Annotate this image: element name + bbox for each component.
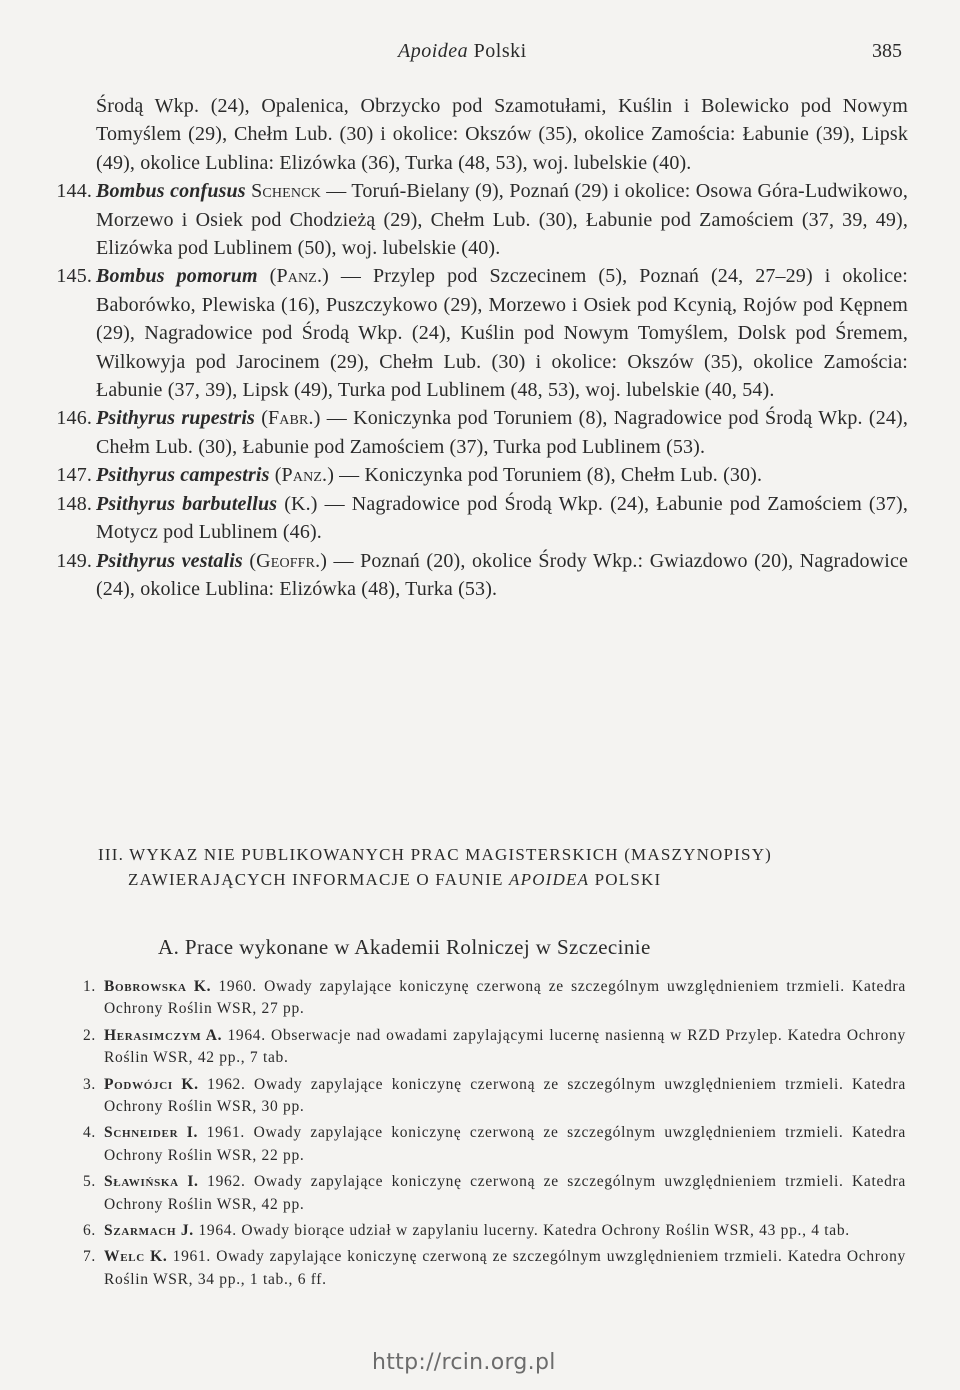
reference-number: 4. [82, 1124, 96, 1142]
reference-text: 1961. Owady zapylające koniczynę czerwoną ze szczególnym uwzględnieniem trzmieli. Katedra Ochrony Roślin WSR, 22 pp. [104, 1124, 906, 1164]
species-author: (Geoffr.) [249, 549, 328, 572]
species-entry [56, 262, 908, 404]
reference-text: 1960. Owady zapylające koniczynę czerwoną ze szczególnym uwzględnieniem trzmieli. Katedra Ochrony Roślin WSR, 27 pp. [104, 978, 907, 1018]
species-entry [56, 490, 908, 547]
reference-text: 1964. Owady biorące udział w zapylaniu lucerny. Katedra Ochrony Roślin WSR, 43 pp., 4 tab. [193, 1222, 850, 1240]
section-heading-line1: III. WYKAZ NIE PUBLIKOWANYCH PRAC MAGISTERSKICH (MASZYNOPISY) [98, 845, 773, 864]
reference-author: Sławińska I. [104, 1173, 199, 1191]
reference-author: Podwójci K. [104, 1075, 199, 1093]
section-heading-prefix: ZAWIERAJĄCYCH INFORMACJE O FAUNIE [128, 870, 510, 889]
reference-author: Herasimczym A. [104, 1026, 223, 1044]
running-title-rest: Polski [468, 40, 527, 62]
species-name: Psithyrus barbutellus [96, 492, 278, 515]
entry-text: Środą Wkp. (24), Opalenica, Obrzycko pod Szamotułami, Kuślin i Bolewicko pod Nowym Tomyślem (29), Chełm Lub. (30) i okolice: Okszów (35), okolice Zamościa: Łabunie (39), Lipsk (49), okolice Lublina: Elizówka (36), Turka (48, 53), woj. lubelskie (40). [96, 95, 908, 174]
running-header [0, 40, 960, 70]
species-author: Schenck [251, 180, 321, 203]
reference-number: 3. [82, 1075, 96, 1093]
entry-number: 144. [56, 180, 92, 203]
reference-author: Bobrowska K. [104, 978, 212, 995]
running-title [398, 40, 527, 63]
entry-number: 145. [56, 265, 92, 288]
reference-text: 1962. Owady zapylające koniczynę czerwoną ze szczególnym uwzględnieniem trzmieli. Katedra Ochrony Roślin WSR, 30 pp. [104, 1075, 906, 1116]
species-list [56, 92, 909, 603]
reference-number: 2. [82, 1026, 96, 1044]
reference-list [80, 976, 906, 1295]
subsection-heading: A. Prace wykonane w Akademii Rolniczej w Szczecinie [158, 935, 651, 959]
reference-author: Welc K. [104, 1248, 168, 1266]
species-entry [56, 177, 909, 262]
species-name: Bombus confusus [96, 180, 246, 203]
entry-text: — Toruń-Bielany (9), Poznań (29) i okolice: Osowa Góra-Ludwikowo, Morzewo i Osiek pod Chodzieżą (29), Chełm Lub. (30), Łabunie pod Zamościem (37, 39, 49), Elizówka pod Lublinem (50), woj. lubelskie (40). [96, 180, 909, 260]
species-entry [56, 547, 909, 604]
reference-item [80, 1025, 906, 1070]
reference-number: 5. [82, 1173, 96, 1191]
entry-text: — Poznań (20), okolice Środy Wkp.: Gwiazdowo (20), Nagradowice (24), okolice Lublina: Elizówka (48), Turka (53). [96, 549, 909, 600]
entry-number: 149. [56, 549, 92, 572]
species-author: (K.) [284, 492, 318, 515]
reference-text: 1962. Owady zapylające koniczynę czerwoną ze szczególnym uwzględnieniem trzmieli. Katedra Ochrony Roślin WSR, 42 pp. [104, 1173, 906, 1213]
species-name: Psithyrus rupestris [96, 407, 255, 430]
species-entry [56, 404, 908, 461]
entry-number: 148. [56, 492, 92, 515]
section-heading-line2 [128, 870, 661, 890]
entry-number: 147. [56, 464, 92, 487]
entry-text: — Nagradowice pod Środą Wkp. (24), Łabunie pod Zamościem (37), Motycz pod Lublinem (46). [96, 492, 908, 544]
species-author: (Panz.) [269, 265, 329, 288]
entry-text: — Koniczynka pod Toruniem (8), Nagradowice pod Środą Wkp. (24), Chełm Lub. (30), Łabunie pod Zamościem (37), Turka pod Lublinem (53). [96, 407, 908, 458]
entry-number: 146. [56, 407, 92, 430]
reference-item [80, 1246, 906, 1291]
reference-number: 6. [82, 1222, 96, 1240]
reference-author: Schneider I. [104, 1124, 199, 1142]
reference-item [80, 976, 906, 1021]
reference-text: 1961. Owady zapylające koniczynę czerwoną ze szczególnym uwzględnieniem trzmieli. Katedra Ochrony Roślin WSR, 34 pp., 1 tab., 6 ff. [104, 1248, 906, 1288]
species-entry [56, 461, 908, 489]
reference-number: 7. [82, 1248, 96, 1266]
source-watermark: http://rcin.org.pl [372, 1350, 556, 1375]
page-number: 385 [872, 40, 902, 62]
reference-item [80, 1074, 906, 1119]
species-name: Psithyrus campestris [96, 464, 270, 487]
species-name: Psithyrus vestalis [96, 549, 243, 572]
entry-text: — Przylep pod Szczecinem (5), Poznań (24, 27–29) i okolice: Baborówko, Plewiska (16), Puszczykowo (29), Morzewo i Osiek pod Kcynią, Rojów pod Kępnem (29), Nagradowice pod Środą Wkp. (24), Kuślin pod Nowym Tomyślem, Dolsk pod Śremem, Wilkowyja pod Jarocinem (29), Chełm Lub. (30) i okolice: Okszów (35), okolice Zamościa: Łabunie (37, 39), Lipsk (49), Turka pod Lublinem (48, 53), woj. lubelskie (40, 54). [96, 265, 908, 402]
reference-item [80, 1220, 906, 1242]
reference-item [80, 1122, 906, 1167]
running-title-italic: Apoidea [398, 40, 469, 62]
reference-item [80, 1171, 906, 1216]
reference-number: 1. [82, 978, 96, 995]
species-author: (Panz.) [274, 464, 335, 487]
reference-text: 1964. Obserwacje nad owadami zapylającymi lucernę nasienną w RZD Przylep. Katedra Ochrony Roślin WSR, 42 pp., 7 tab. [104, 1026, 906, 1067]
reference-author: Szarmach J. [104, 1222, 194, 1240]
species-name: Bombus pomorum [96, 265, 258, 288]
entry-text: — Koniczynka pod Toruniem (8), Chełm Lub. (30). [334, 464, 763, 487]
section-heading-taxon: APOIDEA [509, 870, 590, 889]
species-author: (Fabr.) [261, 407, 321, 430]
section-heading-suffix: POLSKI [589, 870, 662, 889]
species-entry-continued [96, 92, 908, 177]
